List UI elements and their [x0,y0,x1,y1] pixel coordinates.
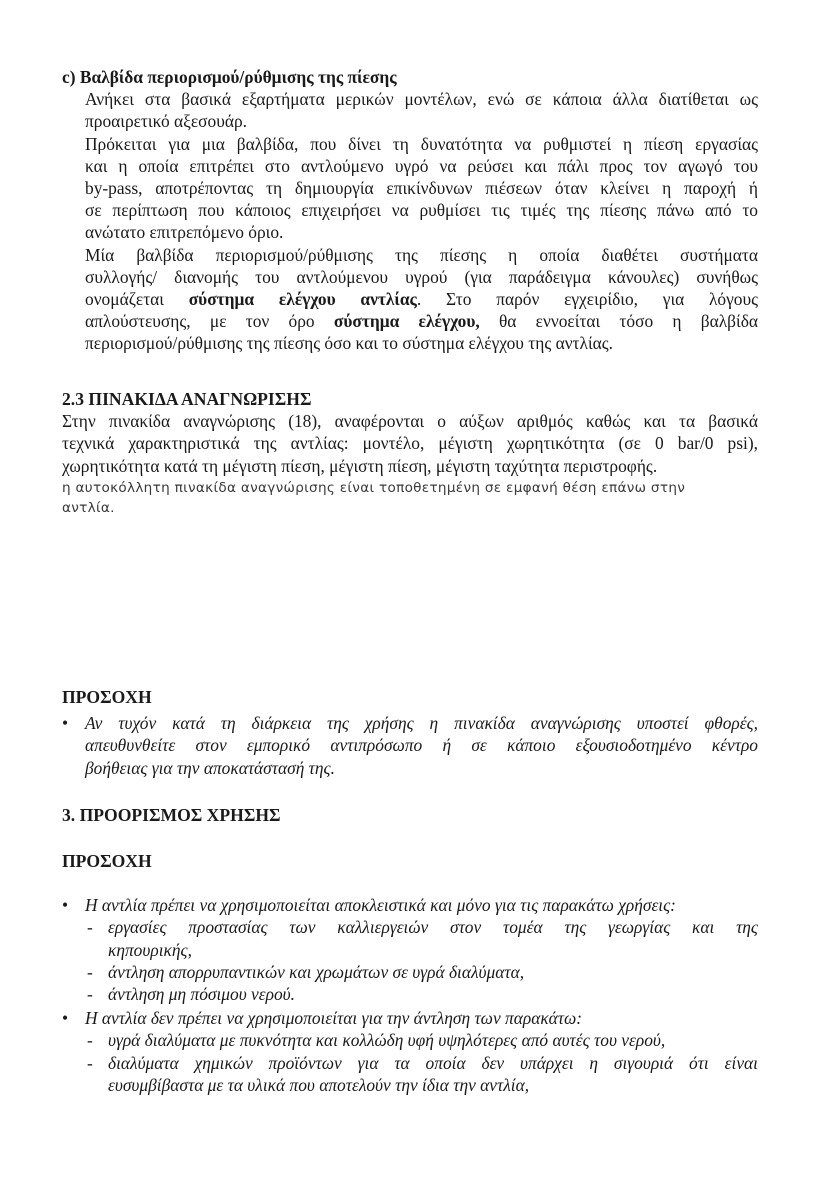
text-line: άντληση μη πόσιμου νερού. [108,984,296,1005]
section-c-title: c) Βαλβίδα περιορισμού/ρύθμισης της πίεσης [62,67,397,87]
section-2-3 [62,388,758,519]
text-line: Η αντλία πρέπει να χρησιμοποιείται αποκλειστικά και μόνο για τις παρακάτω χρήσεις: [85,895,676,916]
usage-bullet-forbidden [62,1007,758,1029]
text-line: εργασίες προστασίας των καλλιεργειών στον τομέα της γεωργίας και της [108,917,758,938]
text-line [85,310,758,332]
text-line: υγρά διαλύματα με πυκνότητα και κολλώδη υφή υψηλότερες από αυτές του νερού, [108,1030,666,1051]
bold-term: σύστημα ελέγχου αντλίας [188,289,417,310]
text-line: by-pass, αποτρέποντας τη δημιουργία επικίνδυνων πιέσεων όταν κλείνει η παροχή ή [85,178,758,199]
warning-block-1 [62,686,758,779]
list-item [62,983,758,1005]
section-c-body [62,88,758,354]
text-run: ονομάζεται [85,289,189,310]
bullet-icon: • [62,895,69,916]
text-line: κηπουρικής, [108,939,192,960]
sticker-note-line: αντλία. [62,499,115,516]
bullet-icon: • [62,1008,69,1029]
text-run: . Στο παρόν εγχειρίδιο, για λόγους [416,289,758,310]
text-line [85,288,758,310]
dash-icon: - [87,917,93,938]
text-line: χωρητικότητα κατά τη μέγιστη πίεση, μέγιστη πίεση, μέγιστη ταχύτητα περιστροφής. [62,455,658,476]
section-3-title: 3. ΠΡΟΟΡΙΣΜΟΣ ΧΡΗΣΗΣ [62,805,281,825]
list-item [62,916,758,960]
text-line: συλλογής/ διανομής του αντλούμενου υγρού (για παράδειγμα κάνουλες) συνήθως [85,266,758,287]
text-run: θα εννοείται τόσο η βαλβίδα [479,311,758,332]
sticker-note-line: η αυτοκόλλητη πινακίδα αναγνώρισης είναι τοποθετημένη σε εμφανή θέση επάνω στην [62,479,686,496]
text-line: Πρόκειται για μια βαλβίδα, που δίνει τη δυνατότητα να ρυθμιστεί η πίεση εργασίας [85,133,758,154]
text-line: περιορισμού/ρύθμισης της πίεσης όσο και το σύστημα ελέγχου της αντλίας. [85,333,614,354]
list-item [62,1029,758,1051]
dash-icon: - [87,1052,93,1073]
text-line: Αν τυχόν κατά τη διάρκεια της χρήσης η πινακίδα αναγνώρισης υποστεί φθορές, [85,713,758,734]
text-line: σε περίπτωση που κάποιος επιχειρήσει να ρυθμίσει τις τιμές της πίεσης πάνω από το [85,200,758,221]
text-line: ανώτατο επιτρεπόμενο όριο. [85,222,284,243]
dash-icon: - [87,961,93,982]
list-item [62,961,758,983]
text-run: απλούστευσης, με τον όρο [85,311,334,332]
warning-title: ΠΡΟΣΟΧΗ [62,687,152,707]
text-line: Ανήκει στα βασικά εξαρτήματα μερικών μοντέλων, ενώ σε κάποια άλλα διατίθεται ως [85,89,758,110]
dash-icon: - [87,984,93,1005]
text-line: Στην πινακίδα αναγνώρισης (18), αναφέρονται ο αύξων αριθμός καθώς και τα βασικά [62,411,758,432]
dash-icon: - [87,1030,93,1051]
text-line: Η αντλία δεν πρέπει να χρησιμοποιείται για την άντληση των παρακάτω: [85,1008,583,1029]
warning-title: ΠΡΟΣΟΧΗ [62,851,152,871]
section-2-3-title: 2.3 ΠΙΝΑΚΙΔΑ ΑΝΑΓΝΩΡΙΣΗΣ [62,389,312,409]
warning-block-2 [62,850,758,1096]
text-line: διαλύματα χημικών προϊόντων για τα οποία δεν υπάρχει η σιγουριά ότι είναι [108,1052,758,1073]
text-line: προαιρετικό αξεσουάρ. [85,111,248,132]
text-line: άντληση απορρυπαντικών και χρωμάτων σε υγρά διαλύματα, [108,961,525,982]
text-line: Μία βαλβίδα περιορισμού/ρύθμισης της πίεσης η οποία διαθέτει συστήματα [85,244,758,265]
text-line: τεχνικά χαρακτηριστικά της αντλίας: μοντέλο, μέγιστη χωρητικότητα (σε 0 bar/0 psi), [62,433,758,454]
list-item [62,1052,758,1096]
text-line: ευσυμβίβαστα με τα υλικά που αποτελούν την ίδια την αντλία, [108,1074,530,1095]
bullet-icon: • [62,713,69,734]
section-3 [62,804,758,826]
bold-term: σύστημα ελέγχου, [333,311,480,332]
warning-bullet [62,712,758,779]
text-line: και η οποία επιτρέπει στο αντλούμενο υγρό να ρεύσει και πάλι προς τον αγωγό του [85,155,758,176]
section-c [62,66,758,355]
text-line: βοήθειας για την αποκατάστασή της. [85,757,335,778]
text-line: απευθυνθείτε στον εμπορικό αντιπρόσωπο ή σε κάποιο εξουσιοδοτημένο κέντρο [85,735,758,756]
usage-bullet-allowed [62,894,758,916]
